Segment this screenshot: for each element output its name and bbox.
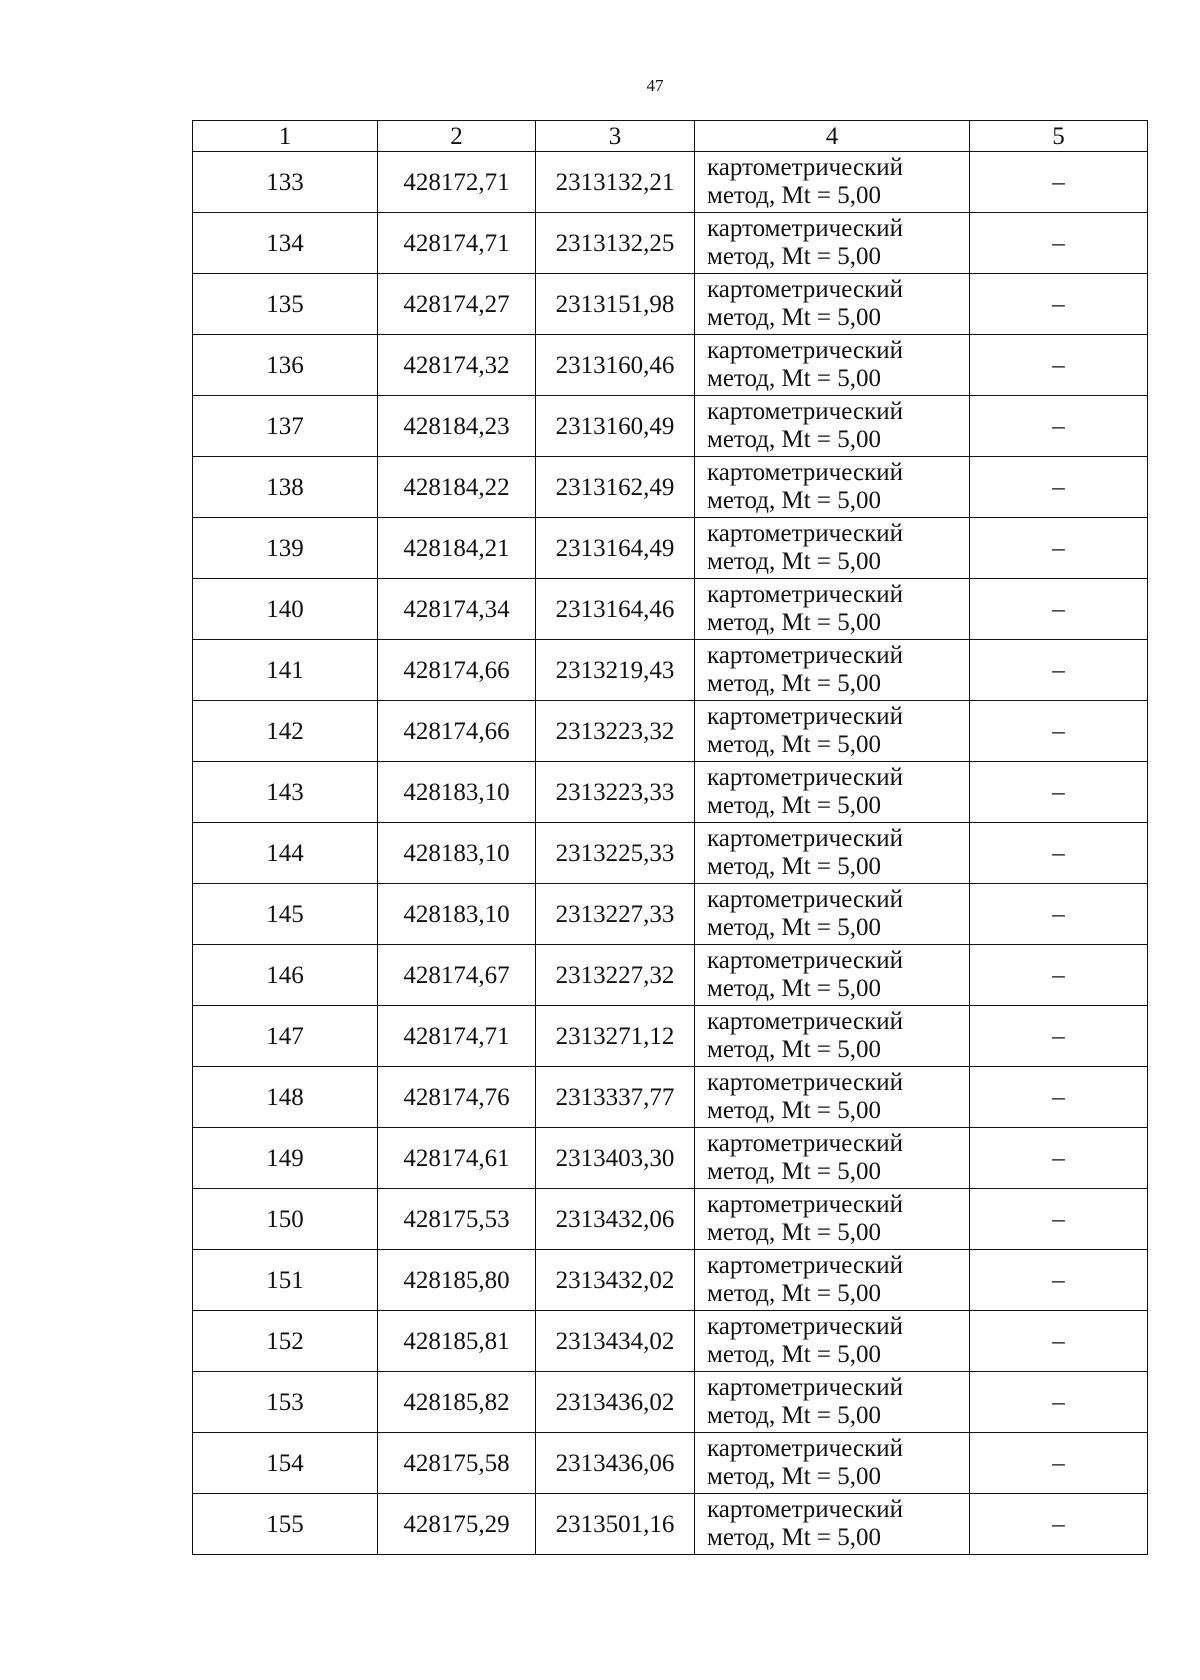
x-coordinate-cell: 428184,21: [378, 518, 536, 579]
y-coordinate-cell: 2313501,16: [536, 1494, 695, 1555]
point-number-cell: 140: [193, 579, 378, 640]
table-row: [193, 274, 1148, 335]
description-cell: –: [970, 701, 1148, 762]
description-cell: –: [970, 1494, 1148, 1555]
method-name: картометрический: [707, 947, 903, 974]
x-coordinate-cell: 428174,67: [378, 945, 536, 1006]
x-coordinate-cell: 428184,22: [378, 457, 536, 518]
y-coordinate-cell: 2313160,46: [536, 335, 695, 396]
table-row: [193, 579, 1148, 640]
x-coordinate-cell: 428185,81: [378, 1311, 536, 1372]
table-row: [193, 701, 1148, 762]
point-number-cell: 133: [193, 152, 378, 213]
method-accuracy: метод, Mt = 5,00: [707, 243, 882, 270]
description-cell: –: [970, 762, 1148, 823]
table-row: [193, 762, 1148, 823]
point-number-cell: 138: [193, 457, 378, 518]
y-coordinate-cell: 2313132,25: [536, 213, 695, 274]
description-cell: –: [970, 1433, 1148, 1494]
x-coordinate-cell: 428175,58: [378, 1433, 536, 1494]
description-cell: –: [970, 579, 1148, 640]
description-cell: –: [970, 1189, 1148, 1250]
x-coordinate-cell: 428174,66: [378, 701, 536, 762]
x-coordinate-cell: 428174,71: [378, 1006, 536, 1067]
method-accuracy: метод, Mt = 5,00: [707, 792, 882, 819]
method-name: картометрический: [707, 154, 903, 181]
method-cell: [695, 1372, 970, 1433]
table-row: [193, 945, 1148, 1006]
table-row: [193, 1128, 1148, 1189]
method-cell: [695, 274, 970, 335]
method-accuracy: метод, Mt = 5,00: [707, 1341, 882, 1368]
x-coordinate-cell: 428183,10: [378, 762, 536, 823]
header-col-1: 1: [193, 121, 378, 152]
method-name: картометрический: [707, 1008, 903, 1035]
method-accuracy: метод, Mt = 5,00: [707, 1097, 882, 1124]
method-cell: [695, 701, 970, 762]
method-cell: [695, 640, 970, 701]
table-row: [193, 335, 1148, 396]
method-name: картометрический: [707, 1374, 903, 1401]
method-cell: [695, 518, 970, 579]
method-cell: [695, 579, 970, 640]
point-number-cell: 141: [193, 640, 378, 701]
table-row: [193, 1433, 1148, 1494]
method-name: картометрический: [707, 398, 903, 425]
method-cell: [695, 884, 970, 945]
description-cell: –: [970, 1067, 1148, 1128]
x-coordinate-cell: 428174,32: [378, 335, 536, 396]
description-cell: –: [970, 884, 1148, 945]
header-col-4: 4: [695, 121, 970, 152]
header-col-2: 2: [378, 121, 536, 152]
method-cell: [695, 1128, 970, 1189]
table-row: [193, 457, 1148, 518]
y-coordinate-cell: 2313132,21: [536, 152, 695, 213]
point-number-cell: 154: [193, 1433, 378, 1494]
description-cell: –: [970, 823, 1148, 884]
y-coordinate-cell: 2313337,77: [536, 1067, 695, 1128]
method-name: картометрический: [707, 337, 903, 364]
method-name: картометрический: [707, 886, 903, 913]
method-name: картометрический: [707, 764, 903, 791]
method-cell: [695, 945, 970, 1006]
description-cell: –: [970, 1372, 1148, 1433]
table-row: [193, 1067, 1148, 1128]
method-name: картометрический: [707, 1496, 903, 1523]
y-coordinate-cell: 2313432,06: [536, 1189, 695, 1250]
method-cell: [695, 823, 970, 884]
point-number-cell: 148: [193, 1067, 378, 1128]
method-accuracy: метод, Mt = 5,00: [707, 1158, 882, 1185]
point-number-cell: 136: [193, 335, 378, 396]
x-coordinate-cell: 428184,23: [378, 396, 536, 457]
y-coordinate-cell: 2313162,49: [536, 457, 695, 518]
description-cell: –: [970, 335, 1148, 396]
description-cell: –: [970, 518, 1148, 579]
table-row: [193, 518, 1148, 579]
method-name: картометрический: [707, 520, 903, 547]
method-accuracy: метод, Mt = 5,00: [707, 548, 882, 575]
y-coordinate-cell: 2313223,33: [536, 762, 695, 823]
y-coordinate-cell: 2313219,43: [536, 640, 695, 701]
y-coordinate-cell: 2313160,49: [536, 396, 695, 457]
y-coordinate-cell: 2313164,46: [536, 579, 695, 640]
method-accuracy: метод, Mt = 5,00: [707, 731, 882, 758]
y-coordinate-cell: 2313225,33: [536, 823, 695, 884]
table-header: [193, 121, 1148, 152]
point-number-cell: 139: [193, 518, 378, 579]
method-cell: [695, 1189, 970, 1250]
method-accuracy: метод, Mt = 5,00: [707, 1280, 882, 1307]
point-number-cell: 137: [193, 396, 378, 457]
table-row: [193, 1494, 1148, 1555]
y-coordinate-cell: 2313227,33: [536, 884, 695, 945]
method-accuracy: метод, Mt = 5,00: [707, 1463, 882, 1490]
method-cell: [695, 1494, 970, 1555]
method-cell: [695, 335, 970, 396]
description-cell: –: [970, 1006, 1148, 1067]
method-name: картометрический: [707, 276, 903, 303]
method-name: картометрический: [707, 459, 903, 486]
x-coordinate-cell: 428174,34: [378, 579, 536, 640]
x-coordinate-cell: 428172,71: [378, 152, 536, 213]
y-coordinate-cell: 2313403,30: [536, 1128, 695, 1189]
method-name: картометрический: [707, 581, 903, 608]
point-number-cell: 147: [193, 1006, 378, 1067]
table-row: [193, 213, 1148, 274]
x-coordinate-cell: 428174,71: [378, 213, 536, 274]
point-number-cell: 135: [193, 274, 378, 335]
header-row: [193, 121, 1148, 152]
x-coordinate-cell: 428185,82: [378, 1372, 536, 1433]
point-number-cell: 149: [193, 1128, 378, 1189]
page-number: 47: [646, 76, 664, 95]
table-body: [193, 152, 1148, 1555]
x-coordinate-cell: 428175,53: [378, 1189, 536, 1250]
method-cell: [695, 1067, 970, 1128]
x-coordinate-cell: 428174,27: [378, 274, 536, 335]
point-number-cell: 146: [193, 945, 378, 1006]
coordinates-table: [192, 120, 1148, 1555]
method-accuracy: метод, Mt = 5,00: [707, 365, 882, 392]
x-coordinate-cell: 428185,80: [378, 1250, 536, 1311]
y-coordinate-cell: 2313436,02: [536, 1372, 695, 1433]
table-row: [193, 396, 1148, 457]
description-cell: –: [970, 274, 1148, 335]
table-row: [193, 1372, 1148, 1433]
y-coordinate-cell: 2313432,02: [536, 1250, 695, 1311]
method-accuracy: метод, Mt = 5,00: [707, 487, 882, 514]
y-coordinate-cell: 2313436,06: [536, 1433, 695, 1494]
x-coordinate-cell: 428174,76: [378, 1067, 536, 1128]
method-name: картометрический: [707, 1252, 903, 1279]
description-cell: –: [970, 945, 1148, 1006]
method-name: картометрический: [707, 1191, 903, 1218]
method-cell: [695, 1006, 970, 1067]
method-cell: [695, 1250, 970, 1311]
method-cell: [695, 396, 970, 457]
method-cell: [695, 1311, 970, 1372]
table-row: [193, 1250, 1148, 1311]
point-number-cell: 134: [193, 213, 378, 274]
method-accuracy: метод, Mt = 5,00: [707, 426, 882, 453]
description-cell: –: [970, 152, 1148, 213]
y-coordinate-cell: 2313227,32: [536, 945, 695, 1006]
table-row: [193, 640, 1148, 701]
method-name: картометрический: [707, 1130, 903, 1157]
point-number-cell: 145: [193, 884, 378, 945]
description-cell: –: [970, 640, 1148, 701]
x-coordinate-cell: 428183,10: [378, 884, 536, 945]
method-accuracy: метод, Mt = 5,00: [707, 1219, 882, 1246]
method-accuracy: метод, Mt = 5,00: [707, 670, 882, 697]
table-row: [193, 823, 1148, 884]
table-row: [193, 1006, 1148, 1067]
point-number-cell: 143: [193, 762, 378, 823]
table-row: [193, 884, 1148, 945]
method-name: картометрический: [707, 1313, 903, 1340]
method-name: картометрический: [707, 1069, 903, 1096]
method-name: картометрический: [707, 1435, 903, 1462]
point-number-cell: 151: [193, 1250, 378, 1311]
point-number-cell: 155: [193, 1494, 378, 1555]
table-row: [193, 152, 1148, 213]
y-coordinate-cell: 2313434,02: [536, 1311, 695, 1372]
method-accuracy: метод, Mt = 5,00: [707, 609, 882, 636]
method-name: картометрический: [707, 703, 903, 730]
description-cell: –: [970, 1128, 1148, 1189]
y-coordinate-cell: 2313151,98: [536, 274, 695, 335]
method-accuracy: метод, Mt = 5,00: [707, 975, 882, 1002]
header-col-5: 5: [970, 121, 1148, 152]
description-cell: –: [970, 457, 1148, 518]
point-number-cell: 142: [193, 701, 378, 762]
method-accuracy: метод, Mt = 5,00: [707, 853, 882, 880]
y-coordinate-cell: 2313271,12: [536, 1006, 695, 1067]
description-cell: –: [970, 1250, 1148, 1311]
method-cell: [695, 213, 970, 274]
point-number-cell: 150: [193, 1189, 378, 1250]
method-accuracy: метод, Mt = 5,00: [707, 1402, 882, 1429]
x-coordinate-cell: 428183,10: [378, 823, 536, 884]
description-cell: –: [970, 1311, 1148, 1372]
point-number-cell: 152: [193, 1311, 378, 1372]
x-coordinate-cell: 428174,66: [378, 640, 536, 701]
table-row: [193, 1189, 1148, 1250]
point-number-cell: 153: [193, 1372, 378, 1433]
header-col-3: 3: [536, 121, 695, 152]
y-coordinate-cell: 2313223,32: [536, 701, 695, 762]
method-accuracy: метод, Mt = 5,00: [707, 1524, 882, 1551]
method-cell: [695, 152, 970, 213]
method-cell: [695, 1433, 970, 1494]
description-cell: –: [970, 396, 1148, 457]
description-cell: –: [970, 213, 1148, 274]
method-cell: [695, 762, 970, 823]
x-coordinate-cell: 428174,61: [378, 1128, 536, 1189]
method-name: картометрический: [707, 825, 903, 852]
method-accuracy: метод, Mt = 5,00: [707, 914, 882, 941]
method-accuracy: метод, Mt = 5,00: [707, 182, 882, 209]
method-cell: [695, 457, 970, 518]
point-number-cell: 144: [193, 823, 378, 884]
method-accuracy: метод, Mt = 5,00: [707, 304, 882, 331]
method-name: картометрический: [707, 215, 903, 242]
method-accuracy: метод, Mt = 5,00: [707, 1036, 882, 1063]
table-row: [193, 1311, 1148, 1372]
y-coordinate-cell: 2313164,49: [536, 518, 695, 579]
x-coordinate-cell: 428175,29: [378, 1494, 536, 1555]
method-name: картометрический: [707, 642, 903, 669]
